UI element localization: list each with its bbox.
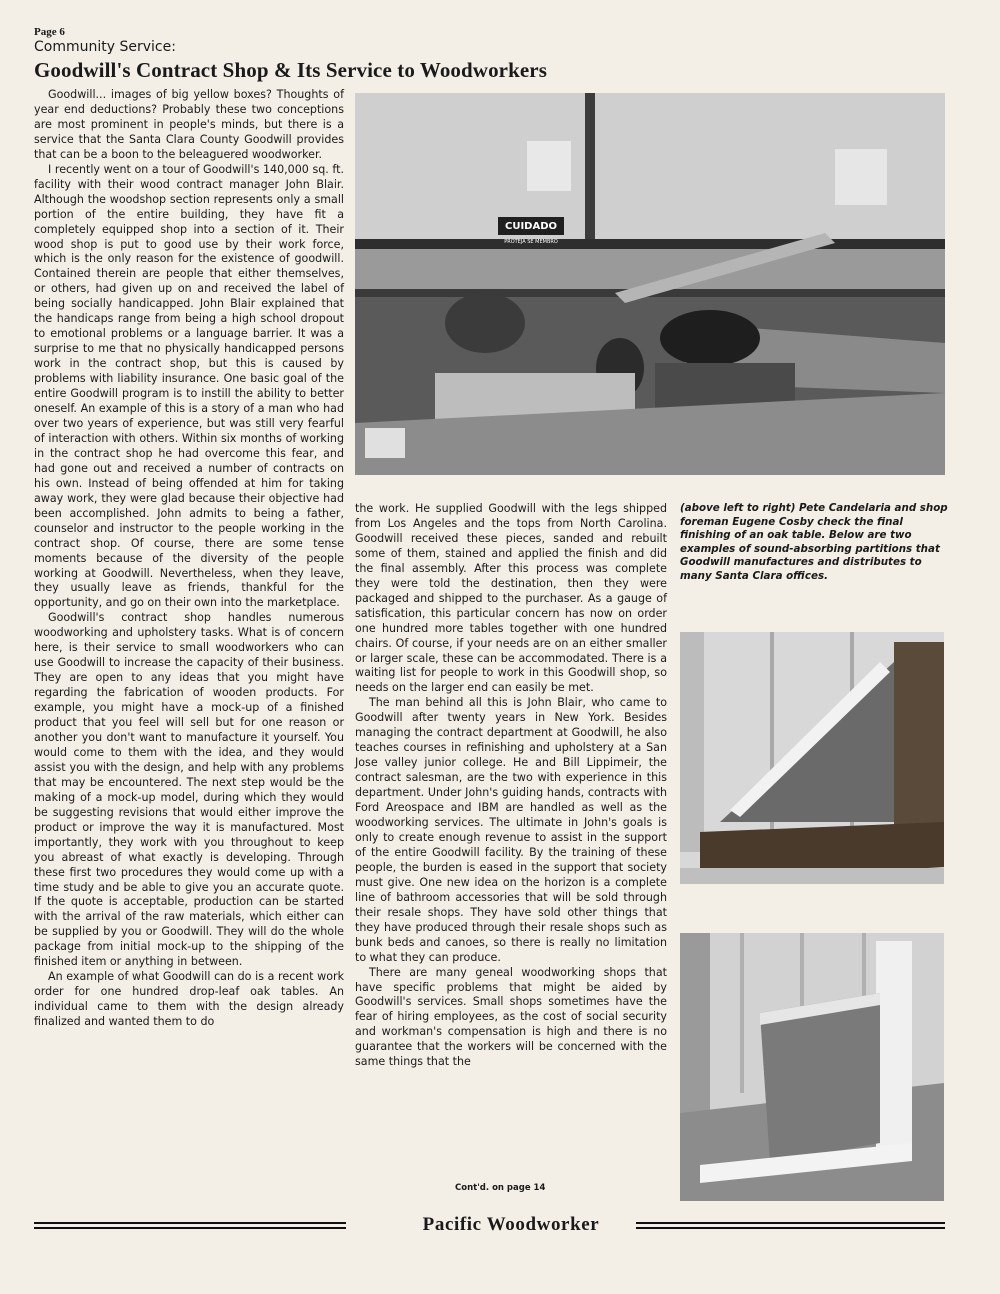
- paragraph: Goodwill... images of big yellow boxes? Thoughts of year end deductions? Probably these two conceptions are most prominent in people's minds, but there is a service that the Santa Clara County Goodwill provides that can be a boon to the beleaguered woodworker.: [34, 88, 344, 161]
- paragraph: An example of what Goodwill can do is a recent work order for one hundred drop-leaf oak tables. An individual came to them with the design already finalized and wanted them to do: [34, 970, 344, 1029]
- cuidado-sign: CUIDADO: [504, 221, 558, 232]
- paragraph: There are many geneal woodworking shops that have specific problems that might be aided by Goodwill's services. Small shops sometimes have the fear of hiring employees, as the cost of social security and workman's compensation is high and there is no guarantee that the workers will be concerned with the same things that the: [355, 965, 667, 1069]
- paragraph: the work. He supplied Goodwill with the legs shipped from Los Angeles and the tops from North Carolina. Goodwill received these pieces, sanded and rebuilt some of them, stained and applied the finish and did the final assembly. After this process was complete they were told the destination, then they were packaged and shipped to the purchaser. As a gauge of satisfication, this particular concern has now on order one hundred more tables together with one hundred chairs. Of course, if your needs are on an either smaller or larger scale, these can be accommodated. There is a waiting list for people to work in this Goodwill shop, so needs on the larger end can easily be met.: [355, 502, 667, 695]
- partition-photo-1: [680, 632, 944, 884]
- article-column-2: [355, 502, 667, 1070]
- section-kicker: Community Service:: [34, 39, 176, 55]
- paragraph: Goodwill's contract shop handles numerous woodworking and upholstery tasks. What is of concern here, is their service to small woodworkers who can use Goodwill to increase the capacity of their business. They are open to any ideas that you might have regarding the fabrication of wooden products. For example, you might have a mock-up of a finished product that you feel will sell but for one reason or another you don't want to manufacture it yourself. You would come to them with the idea, and they would assist you with the design, and help with any problems that may be encountered. The next step would be the making of a mock-up model, during which they would be suggesting revisions that would either improve the product or improve the way it is manufactured. Most importantly, they work with you throughout to keep you abreast of what exactly is developing. Through these first two procedures they would come up with a time study and be able to give you an accurate quote. If the quote is acceptable, production can be started with the arrival of the raw materials, which either can be supplied by you or Goodwill. They will do the whole package from initial mock-up to the shipping of the finished item or anything in between.: [34, 611, 344, 969]
- workshop-photo: [355, 93, 945, 475]
- cuidado-sign-subtext: PROTEJA SE MEMBRO: [504, 239, 558, 245]
- page-number: Page 6: [34, 26, 65, 38]
- partition-photo-2: [680, 933, 944, 1201]
- publication-name: Pacific Woodworker: [422, 1214, 600, 1235]
- headline: Goodwill's Contract Shop & Its Service to Woodworkers: [34, 58, 547, 82]
- article-column-1: [34, 88, 344, 1030]
- paragraph: The man behind all this is John Blair, who came to Goodwill after twenty years in New York. Besides managing the contract department at Goodwill, he also teaches courses in refinishing and upholstery at a San Jose valley junior college. He and Bill Lippimeir, the contract salesman, are the two with experience in this department. Under John's guiding hands, contracts with Ford Areospace and IBM are handled as well as the woodworking services. The ultimate in John's goals is only to create enough revenue to assist in the support of the entire Goodwill facility. By the training of these people, the burden is eased in the support that society must give. One new idea on the horizon is a complete line of bathroom accessories that will be sold through their resale shops. They have sold other things that they have produced through their resale shops such as bunk beds and canoes, so there is really no limitation to what they can produce.: [355, 696, 667, 964]
- footer-masthead: [34, 1214, 945, 1238]
- paragraph: I recently went on a tour of Goodwill's 140,000 sq. ft. facility with their wood contract manager John Blair. Although the woodshop section represents only a small portion of the entire building, they have fit a completely equipped shop into a section of it. Their wood shop is put to good use by their work force, which is the only reason for the existence of goodwill. Contained therein are people that either themselves, or others, had given up on and received the label of being socially handicapped. John Blair explained that the handicaps range from being a high school dropout to emotional problems or a language barrier. It was a surprise to me that no physically handicapped persons work in the contract shop, but this is caused by problems with liability insurance. One basic goal of the entire Goodwill program is to instill the ability to better oneself. An example of this is a story of a man who had over two years of experience, but was still very fearful of interaction with others. Within six months of working in the contract shop he had overcome this fear, and had gone out and received a number of contracts on his own. Instead of being offended at him for taking away work, they were glad because their objective had been accomplished. John admits to being a father, counselor and instructor to the people working in the contract shop. Of course, there are some tense moments because of the diversity of the people working at Goodwill. Nevertheless, when they leave, they usually leave as friends, thankful for the opportunity, and go on their own into the marketplace.: [34, 162, 344, 610]
- photo-caption: (above left to right) Pete Candelaria and shop foreman Eugene Cosby check the final finishing of an oak table. Below are two examples of sound-absorbing partitions that Goodwill manufactures and distributes to many Santa Clara offices.: [680, 502, 948, 582]
- continued-note: Cont'd. on page 14: [455, 1183, 546, 1193]
